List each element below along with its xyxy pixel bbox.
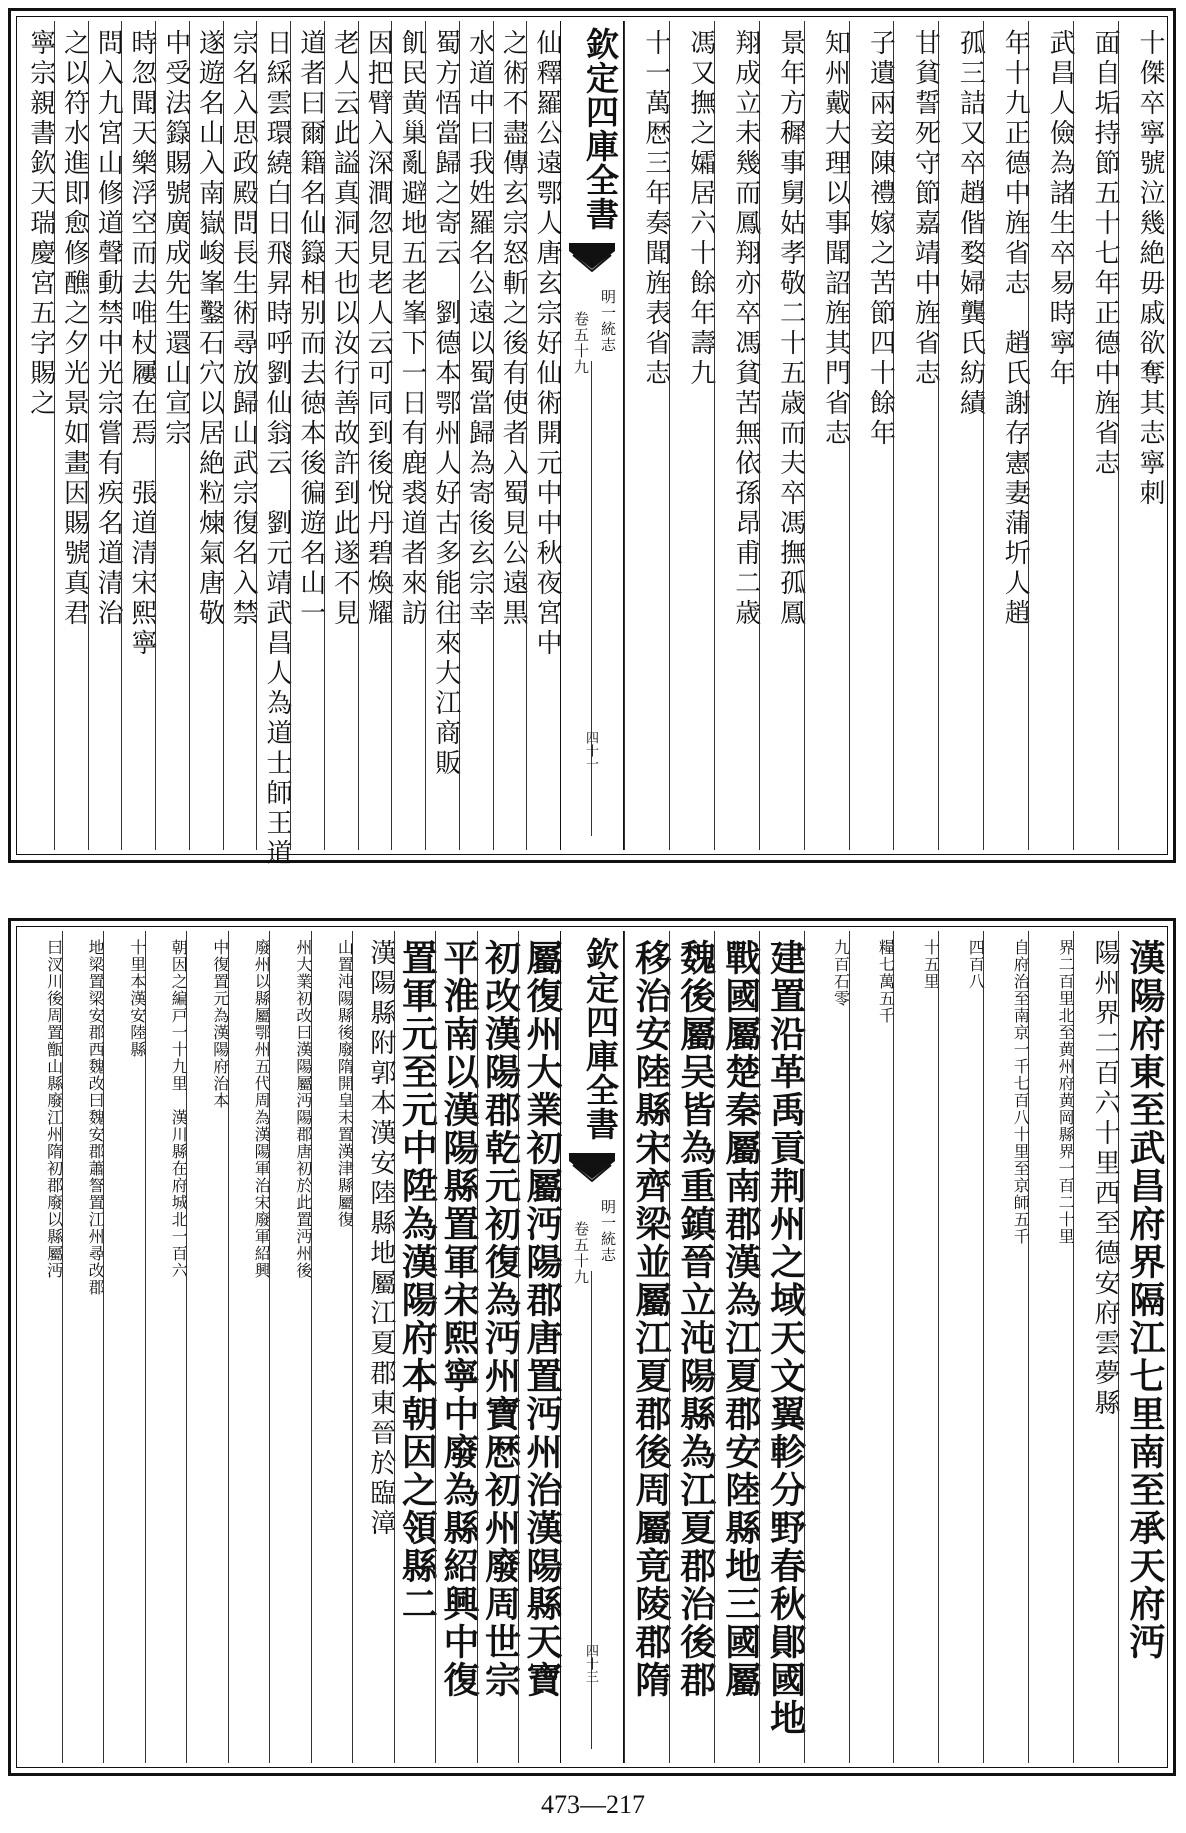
text-column: 問入九宮山修道聲動禁中光宗嘗有疾名道清治 xyxy=(88,21,122,850)
text-column: 廢州以縣屬鄂州五代周為漢陽軍治宋廢軍紹興 xyxy=(228,931,270,1763)
center-volume: 卷五十九 xyxy=(572,1221,590,1285)
bottom-left-half xyxy=(21,931,563,1763)
page-footer-number: 473—217 xyxy=(541,1790,645,1819)
text-column: 道者曰爾籍名仙籙相别而去徳本後徧遊名山一 xyxy=(290,21,324,850)
text-column: 水道中曰我姓羅名公遠以蜀當歸為寄後玄宗幸 xyxy=(459,21,493,850)
center-page-number: 四十三 xyxy=(583,1644,598,1683)
bottom-page xyxy=(8,918,1176,1776)
text-column: 面自垢持節五十七年正德中旌省志 xyxy=(1073,21,1118,850)
top-right-half xyxy=(624,21,1163,850)
text-column: 漢陽縣附郭本漢安陸縣地屬江夏郡東晉於臨漳 xyxy=(352,931,394,1763)
text-column: 日綵雲環繞白日飛昇時呼劉仙翁云 劉元靖武昌人為道士師王道 xyxy=(256,21,290,850)
bottom-right-half xyxy=(624,931,1166,1763)
center-page-number: 四十一 xyxy=(583,731,598,770)
text-column: 翔成立未幾而鳳翔亦卒馮貧苦無依孫昂甫二歳 xyxy=(714,21,759,850)
text-column: 馮又撫之孀居六十餘年壽九 xyxy=(669,21,714,850)
center-fold xyxy=(560,21,624,850)
text-column: 知州戴大理以事聞詔旌其門省志 xyxy=(804,21,849,850)
text-column: 朝因之編戸一十九里 漢川縣在府城北一百六 xyxy=(145,931,187,1763)
text-column: 地梁置梁安郡西魏改曰魏安郡蕭詧置江州尋改郡 xyxy=(62,931,104,1763)
text-column: 十傑卒寧號泣幾絶毋戚欲奪其志寧刺 xyxy=(1118,21,1163,850)
text-column: 中受法籙賜號廣成先生還山宣宗 xyxy=(155,21,189,850)
center-title: 欽定四庫全書 xyxy=(581,27,620,231)
top-page xyxy=(8,8,1176,869)
text-column: 之以符水進即愈修醮之夕光景如畫因賜號真君 xyxy=(54,21,88,850)
top-page-body xyxy=(21,21,1165,869)
top-left-half xyxy=(21,21,562,869)
text-column: 甘貧誓死守節嘉靖中旌省志 xyxy=(893,21,938,850)
bottom-page-body xyxy=(21,931,1166,1763)
text-column: 山置沌陽縣後廢隋開皇末置漢津縣屬復 xyxy=(311,931,353,1763)
text-column: 初改漢陽郡乾元初復為沔州寶厯初州廢周世宗 xyxy=(477,931,519,1763)
text-column: 景年方穉事舅姑孝敬二十五歳而夫卒馮撫孤鳳 xyxy=(759,21,804,850)
text-column: 屬復州大業初屬沔陽郡唐置沔州治漢陽縣天寶 xyxy=(518,931,560,1763)
fish-tail-mark-icon xyxy=(569,1153,615,1187)
text-column: 糧七萬五千 xyxy=(849,931,894,1763)
text-column: 漢陽府東至武昌府界隔江七里南至承天府沔 xyxy=(1118,931,1163,1763)
fish-tail-mark-icon xyxy=(569,243,615,277)
text-column: 因把臂入深澗忽見老人云可同到後悅丹碧煥耀 xyxy=(358,21,392,850)
text-column: 戰國屬楚秦屬南郡漢為江夏郡安陸縣地三國屬 xyxy=(714,931,759,1763)
text-column: 武昌人儉為諸生卒易時寧年 xyxy=(1028,21,1073,850)
text-column: 四百八 xyxy=(938,931,983,1763)
text-column: 年十九正德中旌省志 趙氏謝存憲妻蒲圻人趙 xyxy=(983,21,1028,850)
text-column: 仙釋羅公遠鄂人唐玄宗好仙術開元中中秋夜宮中 xyxy=(526,21,560,850)
text-column: 十里本漢安陸縣 xyxy=(103,931,145,1763)
text-column: 寧宗親書欽天瑞慶宮五字賜之 xyxy=(25,29,56,419)
center-fold xyxy=(560,931,624,1763)
text-column: 移治安陸縣宋齊梁並屬江夏郡後周屬竟陵郡隋 xyxy=(624,931,669,1763)
text-column: 蜀方悟當歸之寄云 劉德本鄂州人好古多能往來大江商販 xyxy=(425,21,459,850)
center-series: 明一統志 xyxy=(599,289,617,353)
text-column: 子遺兩妾陳禮嫁之苦節四十餘年 xyxy=(849,21,894,850)
text-column: 陽州界二百六十里西至德安府雲夢縣 xyxy=(1073,931,1118,1763)
text-column: 中復置元為漢陽府治本 xyxy=(186,931,228,1763)
text-column: 九百石零 xyxy=(804,931,849,1763)
text-column: 界二百里北至黄州府黄岡縣界一百二十里 xyxy=(1028,931,1073,1763)
text-column: 十五里 xyxy=(893,931,938,1763)
center-series: 明一統志 xyxy=(599,1199,617,1263)
text-column: 時忽聞天樂浮空而去唯杖屨在焉 張道清宋熙寧 xyxy=(121,21,155,850)
center-title: 欽定四庫全書 xyxy=(581,937,620,1141)
text-column: 自府治至南京一千七百八十里至京師五千 xyxy=(983,931,1028,1763)
text-column: 老人云此謚真洞天也以汝行善故許到此遂不見 xyxy=(324,21,358,850)
text-column: 之術不盡傳玄宗怒斬之後有使者入蜀見公遠黒 xyxy=(493,21,527,850)
text-column: 建置沿革禹貢荆州之域天文翼軫分野春秋鄖國地 xyxy=(759,931,804,1763)
text-column: 州大業初改曰漢陽屬沔陽郡唐初於此置沔州後 xyxy=(269,931,311,1763)
text-column: 置軍元至元中陞為漢陽府本朝因之領縣二 xyxy=(394,931,436,1763)
text-column: 曰汊川後周置甑山縣廢江州隋初郡廢以縣屬沔 xyxy=(44,939,64,1279)
text-column: 魏後屬吴皆為重鎮晉立沌陽縣為江夏郡治後郡 xyxy=(669,931,714,1763)
text-column: 遂遊名山入南嶽峻峯鑿石穴以居絶粒煉氣唐敬 xyxy=(189,21,223,850)
center-volume: 卷五十九 xyxy=(572,311,590,375)
text-column: 平淮南以漢陽縣置軍宋熙寧中廢為縣紹興中復 xyxy=(435,931,477,1763)
text-column: 孤三詰又卒趙偕婺婦龔氏紡績 xyxy=(938,21,983,850)
text-column: 十一萬厯三年奏聞旌表省志 xyxy=(624,21,669,850)
text-column: 飢民黄巢亂避地五老峯下一日有鹿裘道者來訪 xyxy=(391,21,425,850)
text-column: 宗名入思政殿問長生術尋放歸山武宗復名入禁 xyxy=(223,21,257,850)
